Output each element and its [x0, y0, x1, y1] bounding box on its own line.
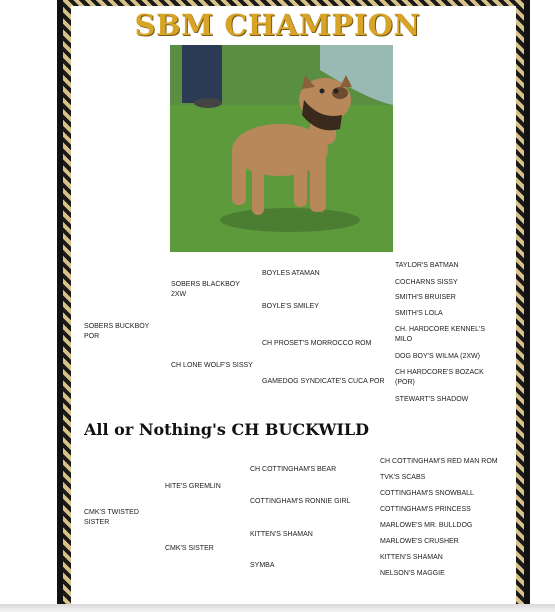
dog-photo-illustration — [170, 45, 393, 252]
dam-ancestor-7: KITTEN'S SHAMAN — [380, 554, 443, 561]
dog-photo — [170, 45, 393, 252]
sire-dam-sire: CH PROSET'S MORROCCO ROM — [262, 340, 372, 347]
dam-ancestor-5: MARLOWE'S MR. BULLDOG — [380, 522, 473, 529]
ancestor-2: COCHARNS SISSY — [395, 279, 458, 286]
ancestor-5: CH. HARDCORE KENNEL'S MILO — [395, 326, 486, 343]
sire-sire: SOBERS BLACKBOY 2XW — [171, 281, 240, 298]
sire-sire-sire: BOYLES ATAMAN — [262, 270, 320, 277]
dam-sire: HITE'S GREMLIN — [165, 483, 221, 490]
dog-name-heading: All or Nothing's CH BUCKWILD — [84, 420, 370, 439]
dam-ancestor-4: COTTINGHAM'S PRINCESS — [380, 506, 471, 513]
ancestor-7: CH HARDCORE'S BOZACK (POR) — [395, 369, 484, 386]
ancestor-1: TAYLOR'S BATMAN — [395, 262, 459, 269]
dam-ancestor-2: TVK'S SCABS — [380, 474, 426, 481]
dam-ancestor-8: NELSON'S MAGGIE — [380, 570, 445, 577]
ancestor-3: SMITH'S BRUISER — [395, 294, 456, 301]
sire: SOBERS BUCKBOY POR — [84, 323, 150, 340]
dam-sire-sire: CH COTTINGHAM'S BEAR — [250, 466, 337, 473]
sire-dam-dam: GAMEDOG SYNDICATE'S CUCA POR — [262, 378, 385, 385]
dam-ancestor-1: CH COTTINGHAM'S RED MAN ROM — [380, 458, 498, 465]
dam-dam-dam: SYMBA — [250, 562, 275, 569]
sire-dam: CH LONE WOLF'S SISSY — [171, 362, 253, 369]
sire-sire-dam: BOYLE'S SMILEY — [262, 303, 319, 310]
dam-ancestor-3: COTTINGHAM'S SNOWBALL — [380, 490, 474, 497]
page-title: SBM CHAMPION — [134, 8, 421, 42]
ancestor-6: DOG BOY'S WILMA (2XW) — [395, 353, 480, 360]
dam: CMK'S TWISTED SISTER — [84, 509, 139, 526]
dam-dam: CMK'S SISTER — [165, 545, 214, 552]
dam-ancestor-6: MARLOWE'S CRUSHER — [380, 538, 459, 545]
ancestor-8: STEWART'S SHADOW — [395, 396, 469, 403]
dam-dam-sire: KITTEN'S SHAMAN — [250, 531, 313, 538]
dam-sire-dam: COTTINGHAM'S RONNIE GIRL — [250, 498, 351, 505]
page-bottom-shadow — [0, 604, 555, 612]
ancestor-4: SMITH'S LOLA — [395, 310, 443, 317]
